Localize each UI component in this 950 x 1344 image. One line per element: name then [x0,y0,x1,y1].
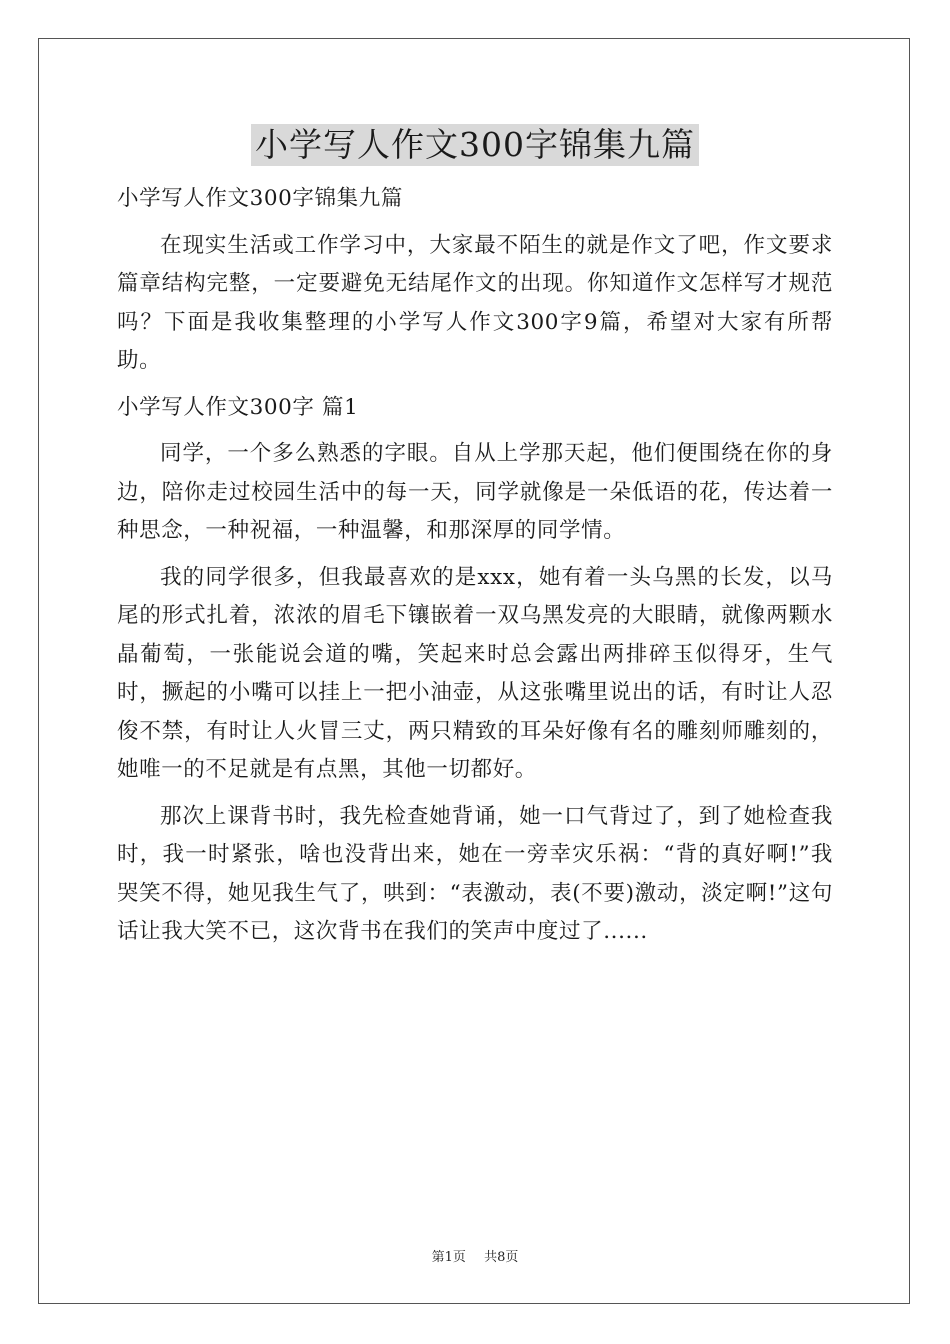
body-paragraph-1: 同学，一个多么熟悉的字眼。自从上学那天起，他们便围绕在你的身边，陪你走过校园生活中的每一天，同学就像是一朵低语的花，传达着一种思念，一种祝福，一种温馨，和那深厚的同学情。 [117,441,833,543]
page-total: 共8页 [484,1250,519,1265]
intro-paragraph: 在现实生活或工作学习中，大家最不陌生的就是作文了吧，作文要求篇章结构完整，一定要避免无结尾作文的出现。你知道作文怎样写才规范吗？下面是我收集整理的小学写人作文300字9篇，希望对大家有所帮助。 [117,232,833,373]
document-title-text: 小学写人作文300字锦集九篇 [251,124,699,166]
section-heading: 小学写人作文300字 篇1 [117,394,359,420]
page-footer [0,1246,950,1265]
body-paragraph-2: 我的同学很多，但我最喜欢的是xxx，她有着一头乌黑的长发，以马尾的形式扎着，浓浓的眉毛下镶嵌着一双乌黑发亮的大眼睛，就像两颗水晶葡萄，一张能说会道的嘴，笑起来时总会露出两排碎玉似得牙，生气时，撅起的小嘴可以挂上一把小油壶，从这张嘴里说出的话，有时让人忍俊不禁，有时让人火冒三丈，两只精致的耳朵好像有名的雕刻师雕刻的，她唯一的不足就是有点黑，其他一切都好。 [117,564,833,782]
document-title [0,124,950,166]
document-body [117,180,833,960]
body-paragraph-3: 那次上课背书时，我先检查她背诵，她一口气背过了，到了她检查我时，我一时紧张，啥也没背出来，她在一旁幸灾乐祸：“背的真好啊!”我哭笑不得，她见我生气了，哄到：“表激动，表(不要)激动，淡定啊!”这句话让我大笑不已，这次背书在我们的笑声中度过了...... [117,803,833,944]
document-subtitle: 小学写人作文300字锦集九篇 [117,186,403,211]
page-number: 第1页 [431,1250,466,1265]
